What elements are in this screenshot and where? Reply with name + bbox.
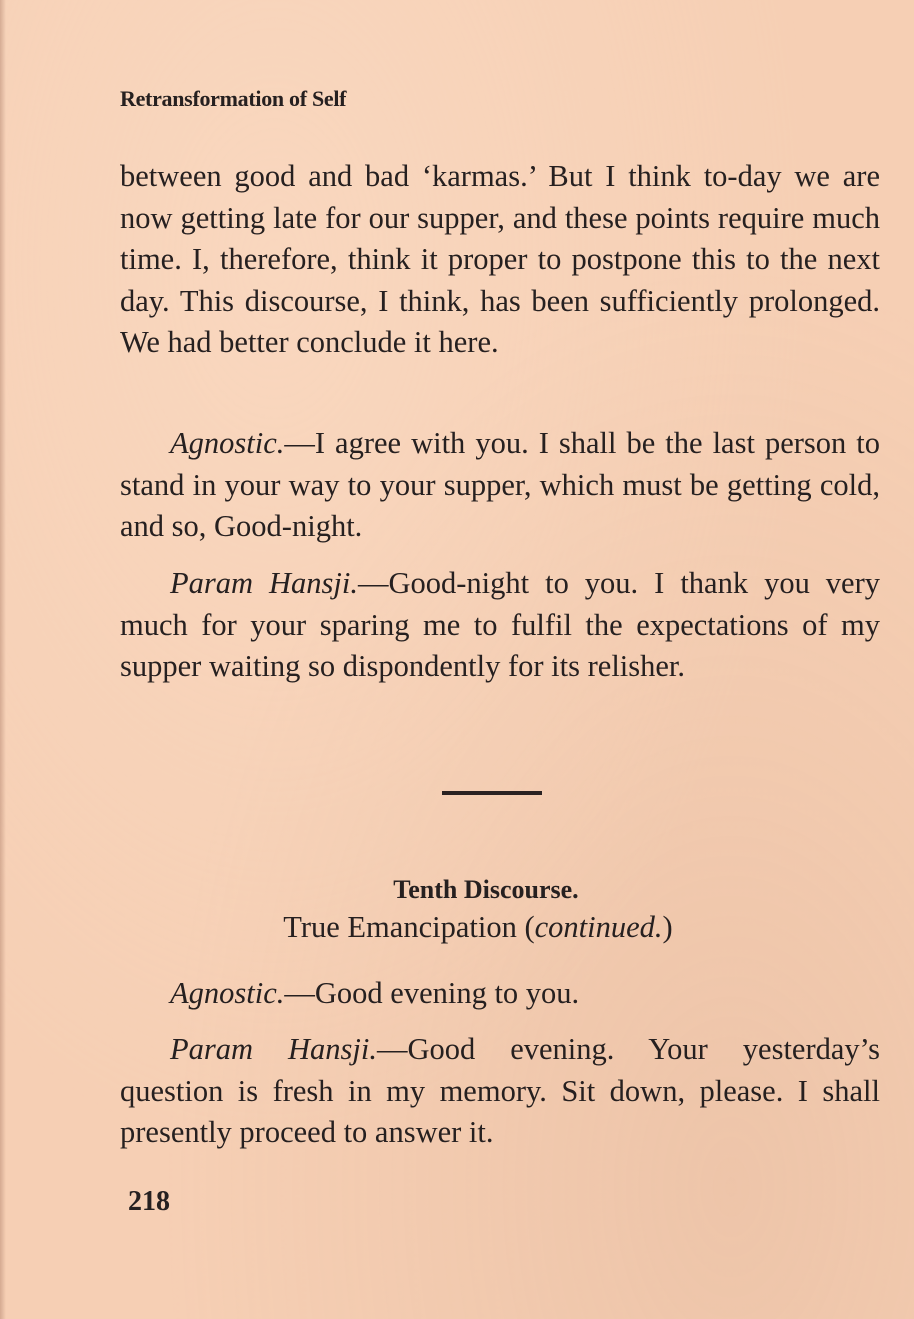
page-edge-shadow [0, 0, 6, 1319]
subtitle-close: ) [662, 910, 673, 944]
discourse-subtitle [28, 910, 914, 945]
subtitle-main: True Emancipation ( [283, 910, 535, 944]
dialogue-text: —Good evening to you. [284, 976, 580, 1010]
speaker-name: Agnostic. [170, 426, 285, 460]
dialogue-paragraph-agnostic [120, 423, 880, 548]
dialogue-text: —Good evening. Your yesterday’s question is fresh in my memory. Sit down, please. I shall presently proceed to answer it. [120, 1032, 881, 1149]
dialogue-paragraph-param-hansji [120, 563, 880, 688]
section-divider [442, 791, 542, 795]
dialogue-paragraph-agnostic [120, 973, 880, 1015]
dialogue-text: —I agree with you. I shall be the last person to stand in your way to your supper, which must be getting cold, and so, Good-night. [120, 426, 880, 543]
discourse-title: Tenth Discourse. [393, 875, 579, 904]
page-number: 218 [128, 1186, 170, 1217]
running-head: Retransformation of Self [120, 86, 347, 111]
speaker-name: Agnostic. [170, 976, 285, 1010]
dialogue-paragraph-param-hansji [120, 1029, 880, 1154]
paragraph-continuation [120, 156, 880, 364]
paragraph-text: between good and bad ‘karmas.’ But I think to-day we are now getting late for our supper, and these points require much time. I, therefore, think it proper to postpone this to the next day. This discourse, I think, has been sufficiently prolonged. We had better conclude it here. [120, 159, 880, 359]
subtitle-italic: continued. [534, 910, 663, 944]
dialogue-text: —Good-night to you. I thank you very much for your sparing me to fulfil the expectations of my supper waiting so dispondently for its relisher. [120, 566, 880, 683]
speaker-name: Param Hansji. [170, 1032, 377, 1066]
speaker-name: Param Hansji. [170, 566, 358, 600]
